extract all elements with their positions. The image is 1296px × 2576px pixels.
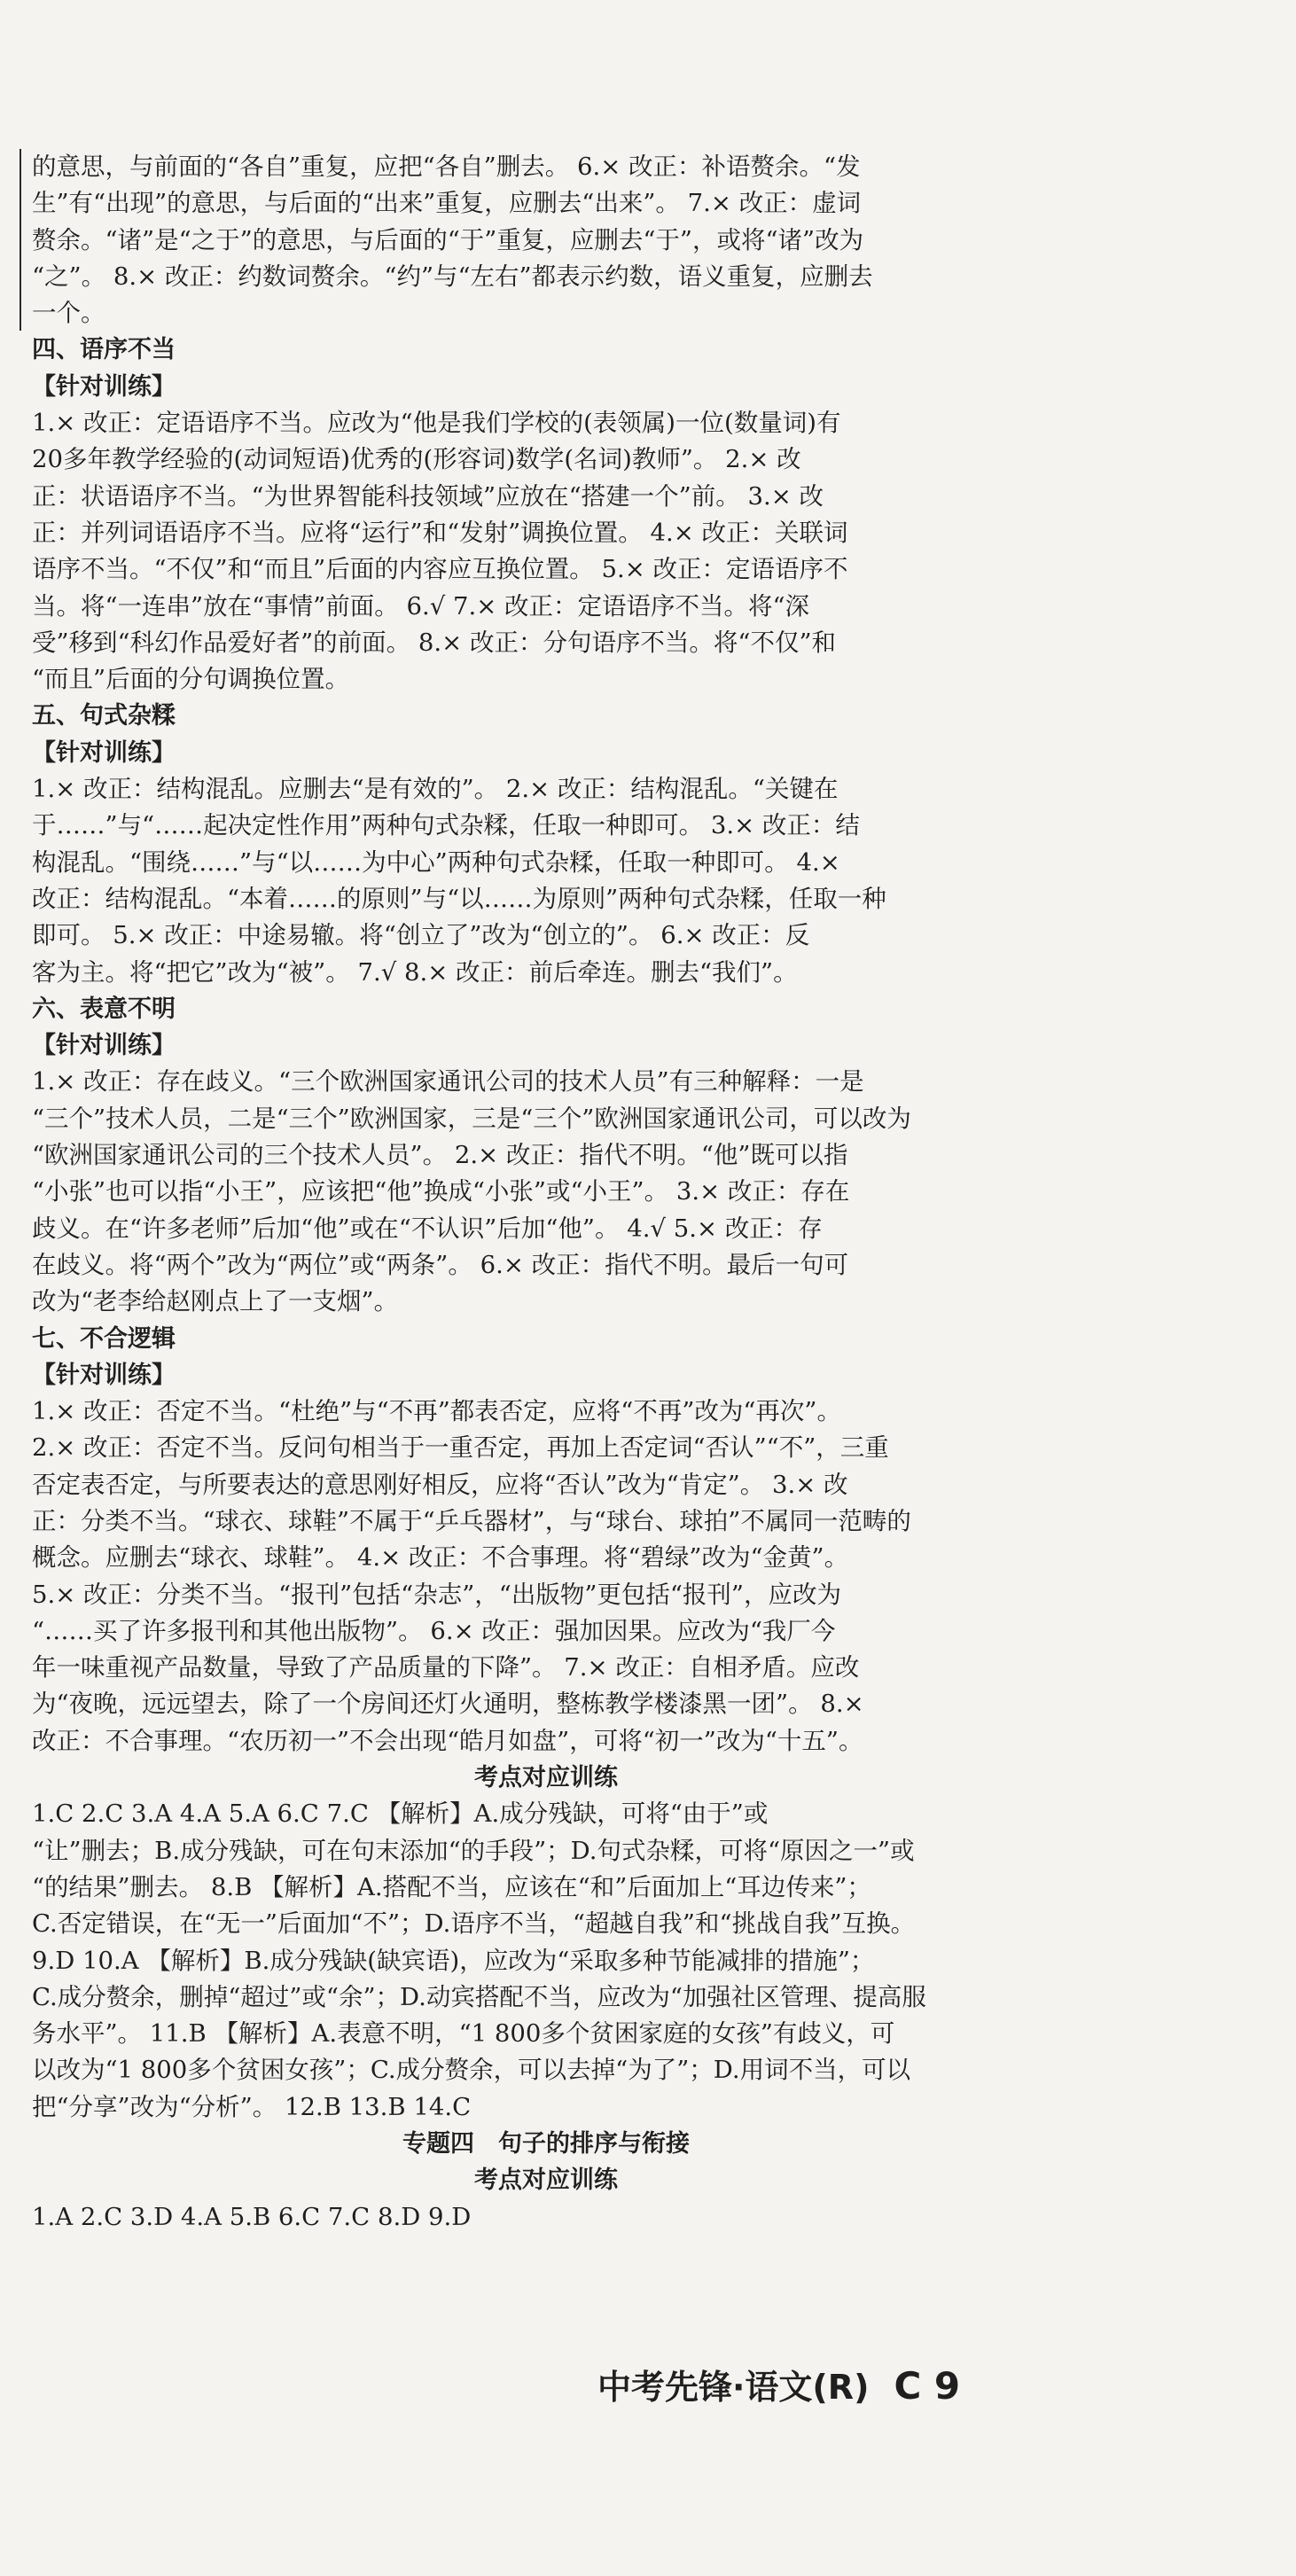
text-line: 1.× 改正：存在歧义。“三个欧洲国家通讯公司的技术人员”有三种解释：一是 (32, 1067, 864, 1097)
text-line: 赘余。“诸”是“之于”的意思，与后面的“于”重复，应删去“于”，或将“诸”改为 (32, 225, 864, 254)
margin-rule (20, 149, 21, 331)
text-line: 当。将“一连串”放在“事情”前面。 6.√ 7.× 改正：定语语序不当。将“深 (32, 591, 810, 621)
text-line: C.否定错误，在“无一”后面加“不”；D.语序不当，“超越自我”和“挑战自我”互换。 (32, 1909, 916, 1939)
text-line: “小张”也可以指“小王”，应该把“他”换成“小张”或“小王”。 3.× 改正：存在 (32, 1177, 850, 1206)
text-line: 在歧义。将“两个”改为“两位”或“两条”。 6.× 改正：指代不明。最后一句可 (32, 1250, 849, 1279)
text-line: 构混乱。“围绕……”与“以……为中心”两种句式杂糅，任取一种即可。 4.× (32, 847, 840, 877)
section-title: 七、不合逻辑 (32, 1324, 176, 1353)
text-line: 于……”与“……起决定性作用”两种句式杂糅，任取一种即可。 3.× 改正：结 (32, 811, 860, 840)
training-label: 【针对训练】 (32, 1032, 176, 1060)
text-line: 改正：结构混乱。“本着……的原则”与“以……为原则”两种句式杂糅，任取一种 (32, 884, 886, 913)
text-line: “……买了许多报刊和其他出版物”。 6.× 改正：强加因果。应改为“我厂今 (32, 1616, 836, 1645)
text-line: 1.C 2.C 3.A 4.A 5.A 6.C 7.C 【解析】A.成分残缺，可将“由于”或 (32, 1799, 769, 1829)
section-word-order (32, 332, 1060, 698)
text-line: 9.D 10.A 【解析】B.成分残缺(缺宾语)，应改为“采取多种节能减排的措施”； (32, 1946, 875, 1975)
text-line: 改正：不合事理。“农历初一”不会出现“皓月如盘”，可将“初一”改为“十五”。 (32, 1726, 863, 1755)
page-number: C 9 (894, 2364, 961, 2408)
training-label: 【针对训练】 (32, 1361, 176, 1389)
text-line: 改为“老李给赵刚点上了一支烟”。 (32, 1287, 399, 1316)
answer-line: 1.A 2.C 3.D 4.A 5.B 6.C 7.C 8.D 9.D (32, 2202, 472, 2231)
text-line: C.成分赘余，删掉“超过”或“余”；D.动宾搭配不当，应改为“加强社区管理、提高服 (32, 1982, 926, 2011)
text-line: 生”有“出现”的意思，与后面的“出来”重复，应删去“出来”。 7.× 改正：虚词 (32, 189, 862, 218)
text-line: 5.× 改正：分类不当。“报刊”包括“杂志”，“出版物”更包括“报刊”，应改为 (32, 1580, 841, 1609)
text-line: 正：并列词语语序不当。应将“运行”和“发射”调换位置。 4.× 改正：关联词 (32, 518, 848, 547)
training-label: 【针对训练】 (32, 372, 176, 401)
text-line: 受”移到“科幻作品爱好者”的前面。 8.× 改正：分句语序不当。将“不仅”和 (32, 628, 837, 657)
text-line: 的意思，与前面的“各自”重复，应把“各自”删去。 6.× 改正：补语赘余。“发 (32, 152, 861, 181)
text-line: 1.× 改正：结构混乱。应删去“是有效的”。 2.× 改正：结构混乱。“关键在 (32, 775, 839, 804)
text-line: 年一味重视产品数量，导致了产品质量的下降”。 7.× 改正：自相矛盾。应改 (32, 1653, 860, 1682)
text-line: 1.× 改正：定语语序不当。应改为“他是我们学校的(表领属)一位(数量词)有 (32, 409, 841, 438)
text-line: 1.× 改正：否定不当。“杜绝”与“不再”都表否定，应将“不再”改为“再次”。 (32, 1397, 841, 1426)
topic-title: 专题四 句子的排序与衔接 (402, 2130, 690, 2158)
text-line: 概念。应删去“球衣、球鞋”。 4.× 改正：不合事理。将“碧绿”改为“金黄”。 (32, 1543, 849, 1573)
section-title: 四、语序不当 (32, 336, 176, 364)
text-line: 2.× 改正：否定不当。反问句相当于一重否定，再加上否定词“否认”“不”，三重 (32, 1433, 889, 1463)
text-line: 务水平”。 11.B 【解析】A.表意不明，“1 800多个贫困家庭的女孩”有歧义，可 (32, 2019, 895, 2049)
book-title: 中考先锋·语文(R) (597, 2368, 870, 2407)
text-line: “之”。 8.× 改正：约数词赘余。“约”与“左右”都表示约数，语义重复，应删去 (32, 262, 873, 291)
text-line: 语序不当。“不仅”和“而且”后面的内容应互换位置。 5.× 改正：定语语序不 (32, 555, 848, 584)
text-line: “而且”后面的分句调换位置。 (32, 665, 350, 694)
text-line: 20多年教学经验的(动词短语)优秀的(形容词)数学(名词)教师”。 2.× 改 (32, 445, 801, 474)
text-line: 把“分享”改为“分析”。 12.B 13.B 14.C (32, 2092, 472, 2121)
text-line: “的结果”删去。 8.B 【解析】A.搭配不当，应该在“和”后面加上“耳边传来”； (32, 1872, 871, 1901)
continued-block (32, 149, 1060, 332)
answer-page (32, 149, 1060, 2236)
section-unclear-meaning (32, 991, 1060, 1321)
exam-point-title: 考点对应训练 (474, 2166, 618, 2195)
text-line: 否定表否定，与所要表达的意思刚好相反，应将“否认”改为“肯定”。 3.× 改 (32, 1470, 848, 1499)
page-footer (597, 2360, 960, 2408)
text-line: 正：状语语序不当。“为世界智能科技领域”应放在“搭建一个”前。 3.× 改 (32, 481, 824, 511)
text-line: 歧义。在“许多老师”后加“他”或在“不认识”后加“他”。 4.√ 5.× 改正：存 (32, 1214, 823, 1243)
section-mixed-structure (32, 698, 1060, 990)
topic-four (32, 2126, 1060, 2236)
text-line: 正：分类不当。“球衣、球鞋”不属于“乒乓器材”，与“球台、球拍”不属同一范畴的 (32, 1506, 911, 1535)
text-line: 为“夜晚，远远望去，除了一个房间还灯火通明，整栋教学楼漆黑一团”。 8.× (32, 1690, 864, 1719)
section-illogical (32, 1321, 1060, 1760)
training-label: 【针对训练】 (32, 738, 176, 767)
section-title: 五、句式杂糅 (32, 702, 176, 730)
text-line: “欧洲国家通讯公司的三个技术人员”。 2.× 改正：指代不明。“他”既可以指 (32, 1141, 848, 1170)
text-line: 一个。 (32, 299, 105, 328)
exam-point-training-1 (32, 1760, 1060, 2126)
exam-point-title: 考点对应训练 (474, 1764, 618, 1792)
text-line: “让”删去；B.成分残缺，可在句末添加“的手段”；D.句式杂糅，可将“原因之一”或 (32, 1836, 915, 1865)
text-line: 以改为“1 800多个贫困女孩”；C.成分赘余，可以去掉“为了”；D.用词不当，可以 (32, 2056, 911, 2085)
text-line: “三个”技术人员，二是“三个”欧洲国家，三是“三个”欧洲国家通讯公司，可以改为 (32, 1104, 911, 1133)
text-line: 即可。 5.× 改正：中途易辙。将“创立了”改为“创立的”。 6.× 改正：反 (32, 921, 810, 950)
text-line: 客为主。将“把它”改为“被”。 7.√ 8.× 改正：前后牵连。删去“我们”。 (32, 957, 798, 987)
section-title: 六、表意不明 (32, 995, 176, 1023)
